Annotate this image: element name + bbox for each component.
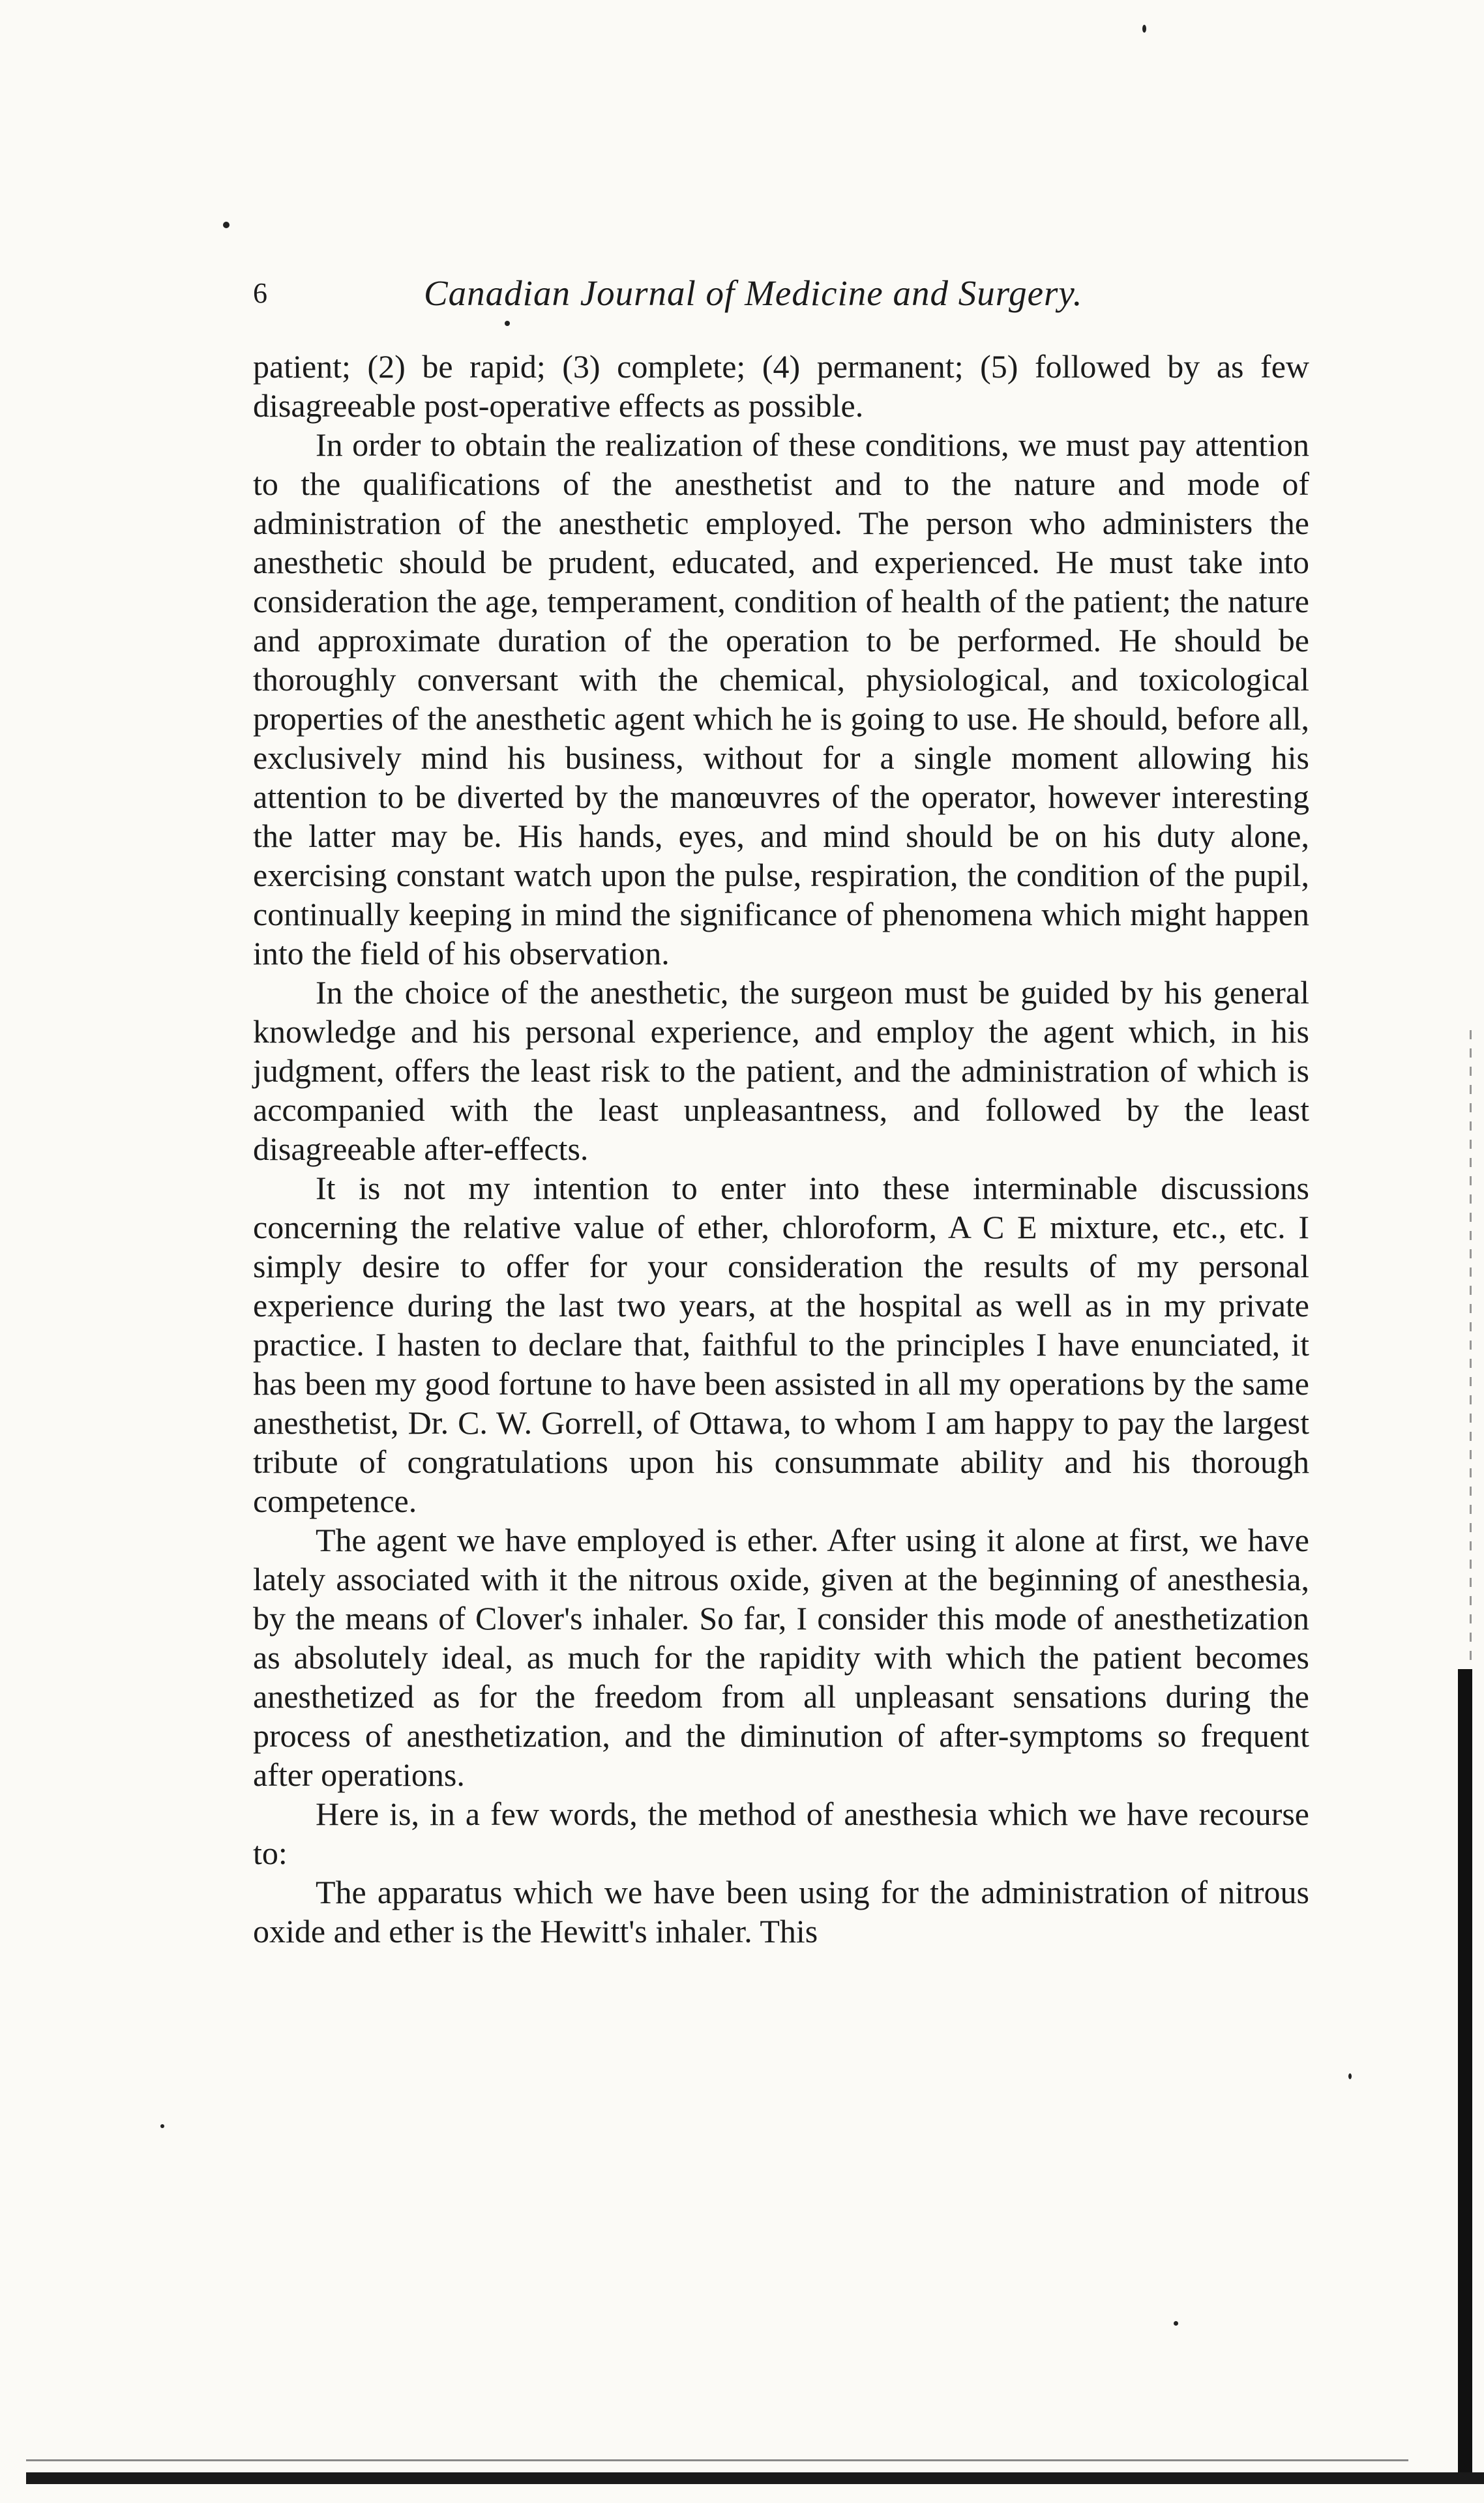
body-text xyxy=(253,347,1309,1951)
paragraph: patient; (2) be rapid; (3) complete; (4) permanent; (5) followed by as few disagreeable post-operative effects as possible. xyxy=(253,348,1309,424)
binding-edge xyxy=(1458,1669,1472,2484)
ink-speck xyxy=(1348,2073,1352,2079)
ink-speck xyxy=(1174,2321,1178,2326)
paragraph: In the choice of the anesthetic, the surgeon must be guided by his general knowledge and his personal experience, and employ the agent which, in his judgment, offers the least risk to the patient, and the administration of which is accompanied with the least unpleasantness, and followed by the least disagreeable after-effects. xyxy=(253,974,1309,1167)
bottom-rule-thin xyxy=(26,2459,1408,2461)
ink-speck xyxy=(160,2124,164,2128)
ink-speck xyxy=(223,222,230,228)
running-header xyxy=(253,267,1335,319)
paragraph: Here is, in a few words, the method of anesthesia which we have recourse to: xyxy=(253,1796,1309,1871)
journal-title: Canadian Journal of Medicine and Surgery. xyxy=(424,273,1083,313)
paragraph: In order to obtain the realization of these conditions, we must pay attention to the qualifications of the anesthetist and to the nature and mode of administration of the anesthetic employed. The person who administers the anesthetic should be prudent, educated, and experienced. He must take into consideration the age, temperament, condition of health of the patient; the nature and approximate duration of the operation to be performed. He should be thoroughly conversant with the chemical, physiological, and toxicological properties of the anesthetic agent which he is going to use. He should, before all, exclusively mind his business, without for a single moment allowing his attention to be diverted by the manœuvres of the operator, however interesting the latter may be. His hands, eyes, and mind should be on his duty alone, exercising constant watch upon the pulse, respiration, the condition of the pupil, continually keeping in mind the significance of phenomena which might happen into the field of his observation. xyxy=(253,426,1309,971)
page-number: 6 xyxy=(253,277,267,309)
bottom-rule xyxy=(26,2472,1484,2484)
ink-speck xyxy=(505,321,510,326)
ink-speck xyxy=(1142,25,1146,33)
paragraph: The apparatus which we have been using for the administration of nitrous oxide and ether is the Hewitt's inhaler. This xyxy=(253,1874,1309,1949)
paragraph: It is not my intention to enter into these interminable discussions concerning the relative value of ether, chloroform, A C E mixture, etc., etc. I simply desire to offer for your consideration the results of my personal experience during the last two years, at the hospital as well as in my private practice. I hasten to declare that, faithful to the principles I have enunciated, it has been my good fortune to have been assisted in all my operations by the same anesthetist, Dr. C. W. Gorrell, of Ottawa, to whom I am happy to pay the largest tribute of congratulations upon his consummate ability and his thorough competence. xyxy=(253,1170,1309,1519)
paragraph: The agent we have employed is ether. After using it alone at first, we have lately associated with it the nitrous oxide, given at the beginning of anesthesia, by the means of Clover's inhaler. So far, I consider this mode of anesthetization as absolutely ideal, as much for the rapidity with which the patient becomes anesthetized as for the freedom from all unpleasant sensations during the process of anesthetization, and the diminution of after-symptoms so frequent after operations. xyxy=(253,1522,1309,1793)
